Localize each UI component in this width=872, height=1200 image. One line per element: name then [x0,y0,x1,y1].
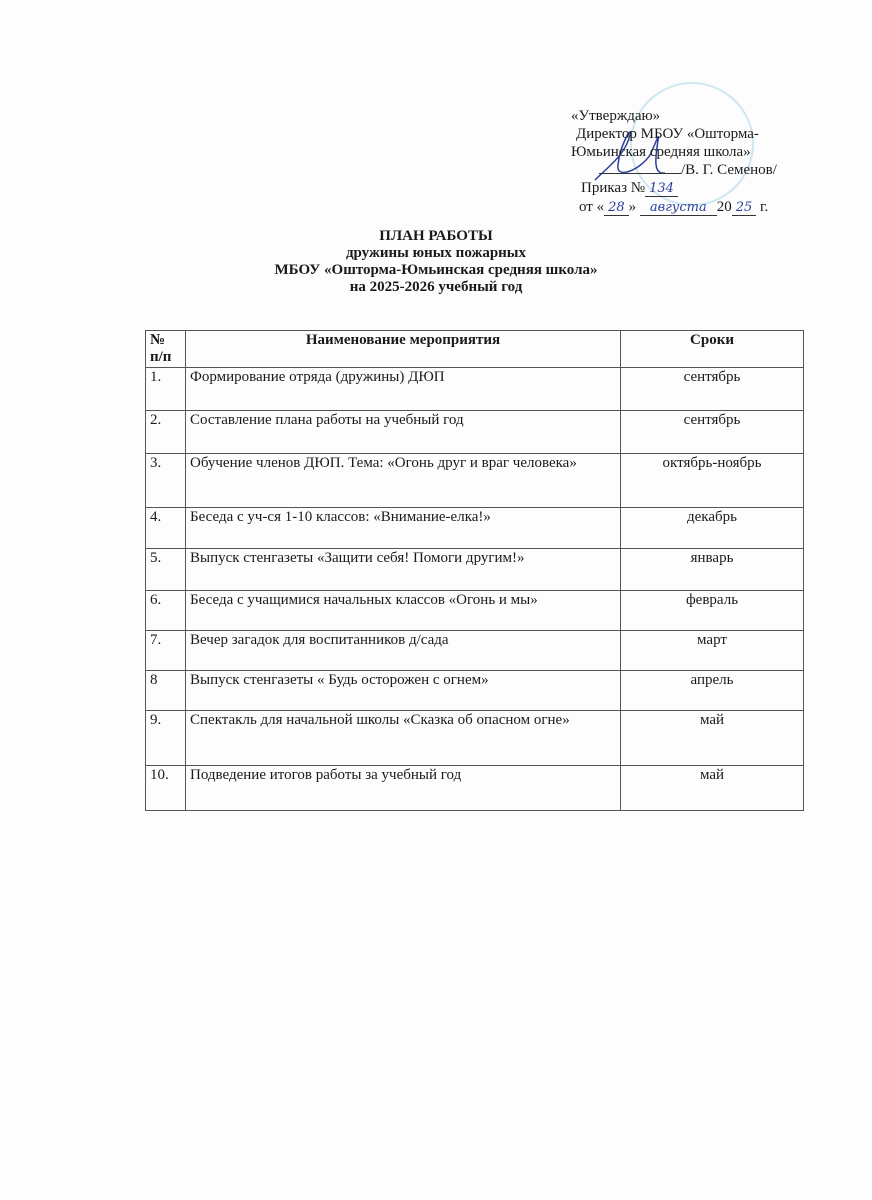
row-date: сентябрь [621,368,804,411]
row-number: 2. [146,411,186,454]
row-date: май [621,711,804,766]
approval-signer: /В. Г. Семенов/ [681,162,777,178]
date-year-prefix: 20 [716,199,732,215]
plan-table [145,330,804,811]
date-prefix: от « [579,199,605,215]
table-row [146,368,804,411]
row-date: январь [621,549,804,591]
row-event: Подведение итогов работы за учебный год [186,766,621,811]
row-event: Беседа с учащимися начальных классов «Огонь и мы» [186,591,621,631]
row-event: Выпуск стенгазеты « Будь осторожен с огнем» [186,671,621,711]
title-line: дружины юных пожарных [345,245,527,261]
date-mid: » [628,199,637,215]
table-row [146,508,804,549]
row-date: апрель [621,671,804,711]
row-date: сентябрь [621,411,804,454]
row-event: Составление плана работы на учебный год [186,411,621,454]
row-event: Формирование отряда (дружины) ДЮП [186,368,621,411]
date-day: 28 [604,200,629,216]
row-number: 1. [146,368,186,411]
row-number: 9. [146,711,186,766]
table-row [146,711,804,766]
row-event: Беседа с уч-ся 1-10 классов: «Внимание-елка!» [186,508,621,549]
row-number: 10. [146,766,186,811]
row-date: февраль [621,591,804,631]
approval-heading: «Утверждаю» [571,108,661,124]
header-name: Наименование мероприятия [186,331,621,368]
date-year-suffix: 25 [732,200,757,216]
title-line: МБОУ «Ошторма-Юмьинская средняя школа» [274,262,598,278]
row-event: Выпуск стенгазеты «Защити себя! Помоги другим!» [186,549,621,591]
table-row [146,549,804,591]
row-number: 6. [146,591,186,631]
row-date: декабрь [621,508,804,549]
row-event: Вечер загадок для воспитанников д/сада [186,631,621,671]
table-header-row [146,331,804,368]
row-date: май [621,766,804,811]
approval-block [571,107,777,217]
row-number: 5. [146,549,186,591]
table-row [146,766,804,811]
title-line: ПЛАН РАБОТЫ [379,228,493,244]
row-number: 7. [146,631,186,671]
header-number: № п/п [146,331,186,368]
table-row [146,411,804,454]
row-number: 3. [146,454,186,508]
table-row [146,631,804,671]
order-label: Приказ № [581,180,646,196]
row-event: Обучение членов ДЮП. Тема: «Огонь друг и враг человека» [186,454,621,508]
date-month: августа [640,200,717,216]
row-date: октябрь-ноябрь [621,454,804,508]
title-line: на 2025-2026 учебный год [349,279,523,295]
row-number: 4. [146,508,186,549]
approval-school: Юмьинская средняя школа» [571,144,751,160]
row-event: Спектакль для начальной школы «Сказка об опасном огне» [186,711,621,766]
approval-position: Директор МБОУ «Ошторма- [576,126,759,142]
document-title [0,228,872,296]
date-end: г. [760,199,769,215]
row-date: март [621,631,804,671]
order-number: 134 [645,181,678,197]
table-row [146,591,804,631]
row-number: 8 [146,671,186,711]
header-dates: Сроки [621,331,804,368]
table-row [146,454,804,508]
table-row [146,671,804,711]
